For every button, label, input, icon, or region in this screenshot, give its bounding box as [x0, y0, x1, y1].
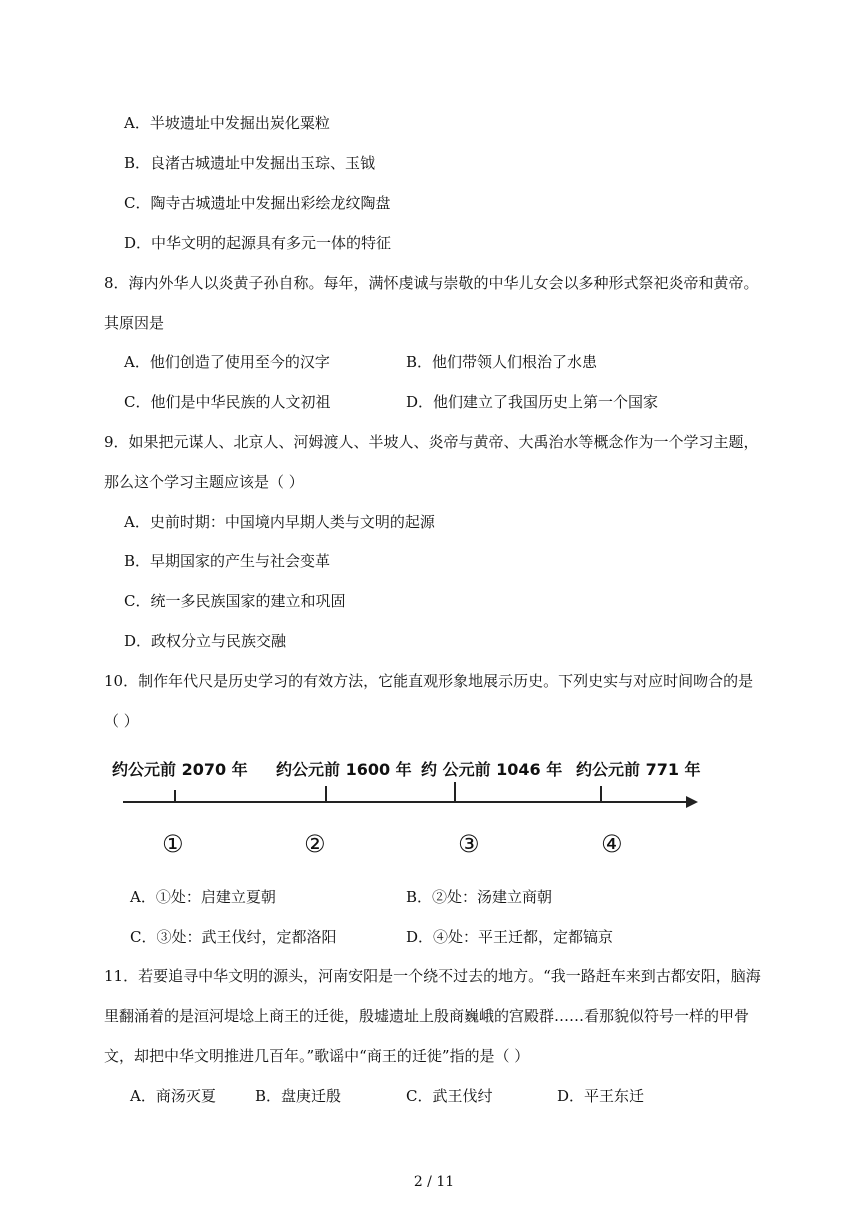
- timeline-marker-4: ④: [601, 830, 623, 858]
- timeline-arrow-head: [686, 796, 698, 808]
- q10-option-b: B．②处：汤建立商朝: [406, 888, 553, 906]
- q10-stem-line1: 10．制作年代尺是历史学习的有效方法，它能直观形象地展示历史。下列史实与对应时间吻合的是: [104, 672, 754, 690]
- q8-option-b: B．他们带领人们根治了水患: [406, 353, 598, 371]
- q10-option-a: A．①处：启建立夏朝: [130, 888, 276, 906]
- q10-stem-line2: （ ）: [104, 712, 139, 730]
- q9-option-b: B．早期国家的产生与社会变革: [124, 552, 331, 570]
- q9-option-d: D．政权分立与民族交融: [124, 632, 287, 650]
- q10-option-c: C．③处：武王伐纣，定都洛阳: [130, 928, 337, 946]
- q7-option-c: C．陶寺古城遗址中发掘出彩绘龙纹陶盘: [124, 194, 391, 212]
- q11-stem-line2: 里翻涌着的是洹河堤埝上商王的迁徙，殷墟遗址上殷商巍峨的宫殿群……看那貌似符号一样的甲骨: [104, 1007, 750, 1025]
- q7-option-a: A．半坡遗址中发掘出炭化粟粒: [124, 114, 330, 132]
- q7-option-d: D．中华文明的起源具有多元一体的特征: [124, 234, 392, 252]
- timeline-label-3: 约 公元前 1046 年: [421, 760, 563, 779]
- q8-stem-line2: 其原因是: [104, 314, 165, 332]
- q8-stem-line1: 8．海内外华人以炎黄子孙自称。每年，满怀虔诚与崇敬的中华儿女会以多种形式祭祀炎帝和黄帝。: [104, 274, 759, 292]
- q10-option-d: D．④处：平王迁都，定都镐京: [406, 928, 614, 946]
- q11-option-b: B．盘庚迁殷: [255, 1087, 342, 1105]
- page-number: 2 / 11: [413, 1174, 455, 1190]
- timeline-label-1: 约公元前 2070 年: [112, 760, 248, 779]
- q8-option-c: C．他们是中华民族的人文初祖: [124, 393, 331, 411]
- q9-option-a: A．史前时期：中国境内早期人类与文明的起源: [124, 513, 435, 531]
- q11-option-d: D．平王东迁: [557, 1087, 645, 1105]
- q9-option-c: C．统一多民族国家的建立和巩固: [124, 592, 346, 610]
- timeline-marker-2: ②: [304, 830, 326, 858]
- timeline-marker-1: ①: [162, 830, 184, 858]
- q8-option-a: A．他们创造了使用至今的汉字: [124, 353, 330, 371]
- q7-option-b: B．良渚古城遗址中发掘出玉琮、玉钺: [124, 154, 376, 172]
- q9-stem-line2: 那么这个学习主题应该是（ ）: [104, 473, 304, 491]
- q11-stem-line3: 文，却把中华文明推进几百年。”歌谣中“商王的迁徙”指的是（ ）: [104, 1047, 530, 1065]
- timeline-label-4: 约公元前 771 年: [576, 760, 701, 779]
- timeline-axis: [0, 780, 868, 820]
- q8-option-d: D．他们建立了我国历史上第一个国家: [406, 393, 659, 411]
- q11-option-a: A．商汤灭夏: [130, 1087, 216, 1105]
- q11-option-c: C．武王伐纣: [406, 1087, 493, 1105]
- q9-stem-line1: 9．如果把元谋人、北京人、河姆渡人、半坡人、炎帝与黄帝、大禹治水等概念作为一个学习主题，: [104, 433, 759, 451]
- q11-stem-line1: 11．若要追寻中华文明的源头，河南安阳是一个绕不过去的地方。“我一路赶车来到古都安阳，脑海: [104, 967, 761, 985]
- timeline-label-2: 约公元前 1600 年: [276, 760, 412, 779]
- timeline-marker-3: ③: [458, 830, 480, 858]
